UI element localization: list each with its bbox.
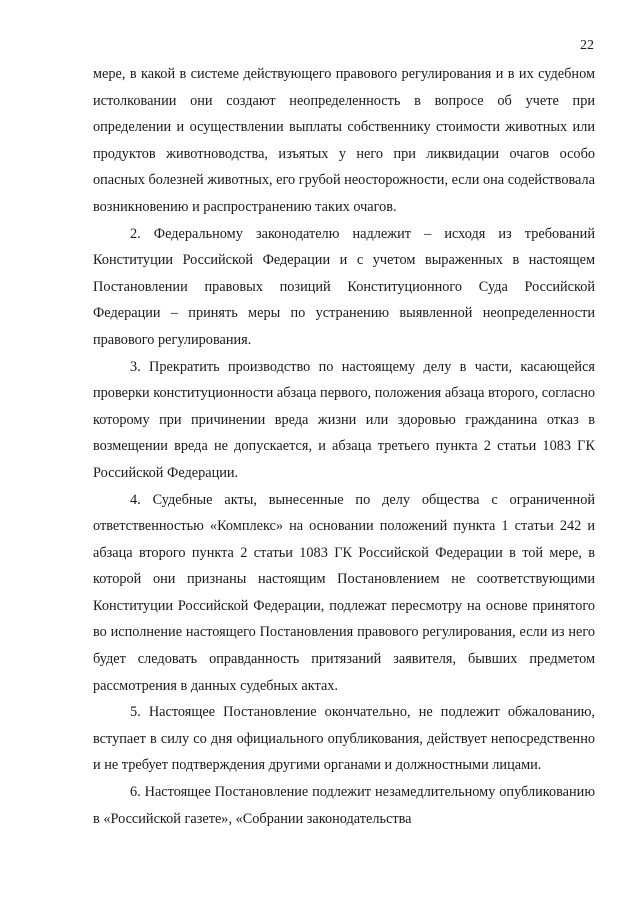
paragraph-item-2: 2. Федеральному законодателю надлежит – исходя из требований Конституции Российской Федерации и с учетом выраженных в настоящем Постановлении правовых позиций Конституционного Суда Российской Федерации – принять меры по устранению выявленной неопределенности правового регулирования. — [93, 225, 595, 348]
paragraph-item-6: 6. Настоящее Постановление подлежит незамедлительному опубликованию в «Российской газете», «Собрании законодательства — [93, 784, 595, 827]
page-number: 22 — [580, 38, 594, 53]
paragraph-item-4: 4. Судебные акты, вынесенные по делу общества с ограниченной ответственностью «Комплекс» на основании положений пункта 1 статьи 242 и абзаца второго пункта 2 статьи 1083 ГК Российской Федерации в той мере, в которой они признаны настоящим Постановлением не соответствующими Конституции Российской Федерации, подлежат пересмотру на основе принятого во исполнение настоящего Постановления правового регулирования, если из него будет следовать оправданность притязаний заявителя, бывших предметом рассмотрения в данных судебных актах. — [93, 491, 595, 694]
paragraph-item-3: 3. Прекратить производство по настоящему делу в части, касающейся проверки конституционности абзаца первого, положения абзаца второго, согласно которому при причинении вреда жизни или здоровью гражданина отказ в возмещении вреда не допускается, и абзаца третьего пункта 2 статьи 1083 ГК Российской Федерации. — [93, 358, 595, 481]
document-body — [93, 61, 595, 832]
paragraph-continuation: мере, в какой в системе действующего правового регулирования и в их судебном истолковании они создают неопределенность в вопросе об учете при определении и осуществлении выплаты собственнику стоимости животных или продуктов животноводства, изъятых у него при ликвидации очагов особо опасных болезней животных, его грубой неосторожности, если она содействовала возникновению и распространению таких очагов. — [93, 66, 595, 215]
paragraph-item-5: 5. Настоящее Постановление окончательно, не подлежит обжалованию, вступает в силу со дня официального опубликования, действует непосредственно и не требует подтверждения другими органами и должностными лицами. — [93, 704, 595, 774]
